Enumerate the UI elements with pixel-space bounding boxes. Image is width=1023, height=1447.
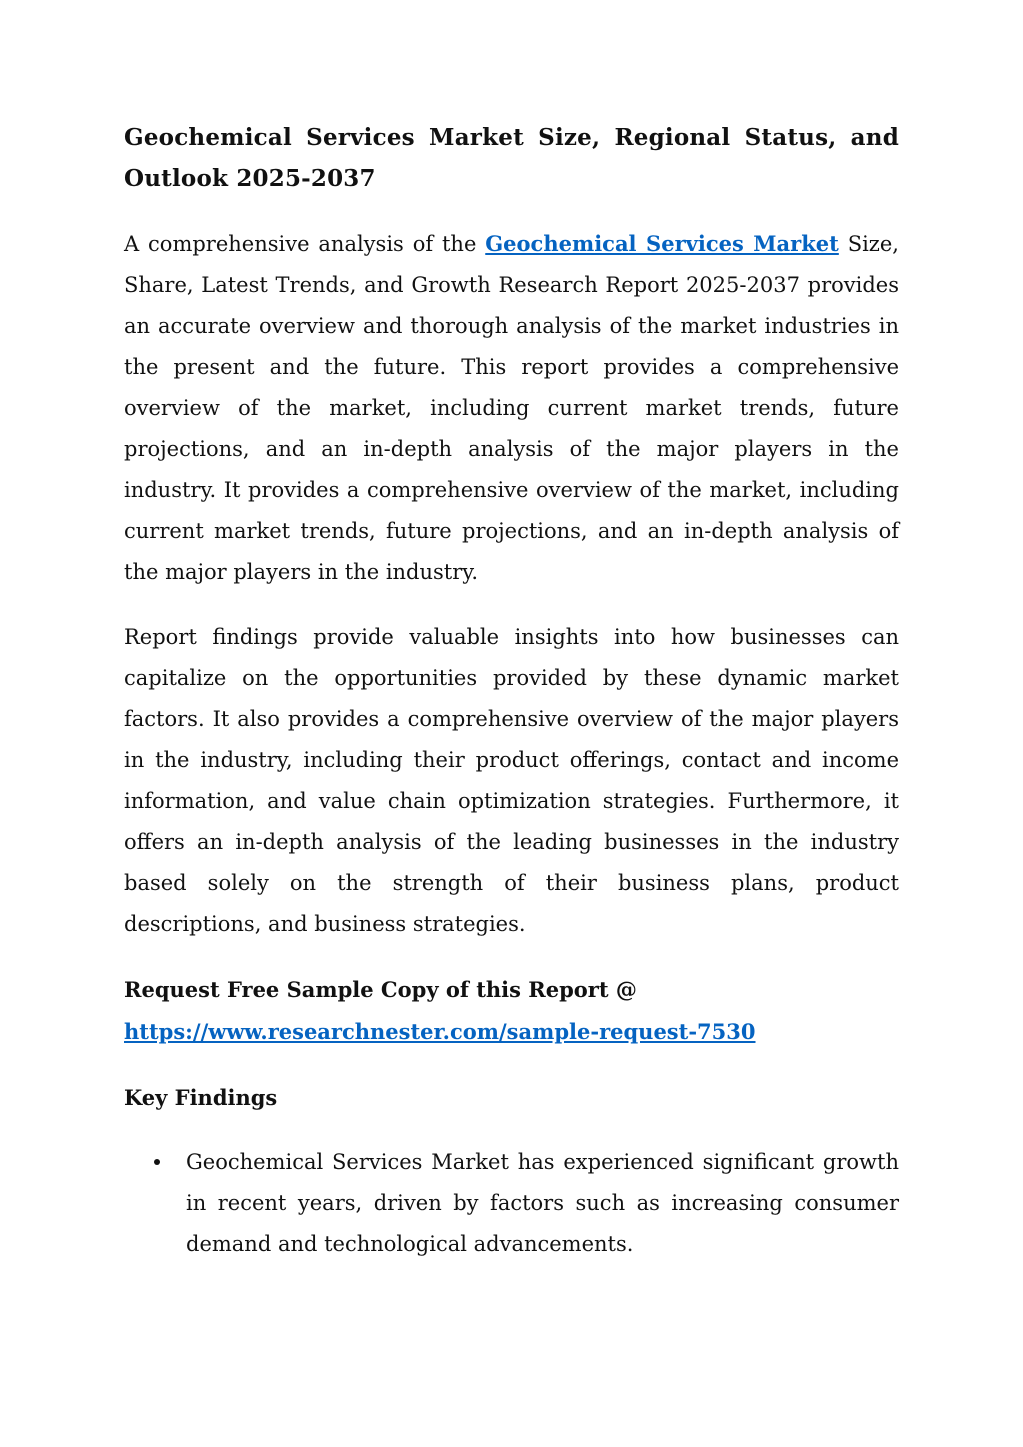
key-findings-list <box>124 1142 899 1265</box>
key-finding-text: Geochemical Services Market has experienced significant growth in recent years, driven by factors such as increasing consumer demand and technological advancements. <box>186 1150 899 1256</box>
list-item <box>124 1142 899 1265</box>
market-report-link[interactable]: Geochemical Services Market <box>485 231 839 256</box>
sample-request-link[interactable]: https://www.researchnester.com/sample-request-7530 <box>124 1019 756 1044</box>
intro-text-before-link: A comprehensive analysis of the <box>124 232 486 256</box>
bullet-icon <box>154 1159 160 1165</box>
intro-text-after-link: Size, Share, Latest Trends, and Growth Research Report 2025-2037 provides an accurate overview and thorough analysis of the market industries in the present and the future. This report provides a comprehensive overview of the market, including current market trends, future projections, and an in-depth analysis of the major players in the industry. It provides a comprehensive overview of the market, including current market trends, future projections, and an in-depth analysis of the major players in the industry. <box>124 232 899 584</box>
key-findings-heading: Key Findings <box>124 1085 278 1110</box>
intro-paragraph <box>124 223 899 593</box>
findings-paragraph: Report findings provide valuable insights into how businesses can capitalize on the opportunities provided by these dynamic market factors. It also provides a comprehensive overview of the major players in the industry, including their product offerings, contact and income information, and value chain optimization strategies. Furthermore, it offers an in-depth analysis of the leading businesses in the industry based solely on the strength of their business plans, product descriptions, and business strategies. <box>124 625 899 936</box>
sample-request-block <box>124 969 899 1053</box>
document-title: Geochemical Services Market Size, Regional Status, and Outlook 2025-2037 <box>124 124 899 192</box>
document-page <box>124 117 899 1265</box>
sample-request-label: Request Free Sample Copy of this Report @ <box>124 977 637 1002</box>
